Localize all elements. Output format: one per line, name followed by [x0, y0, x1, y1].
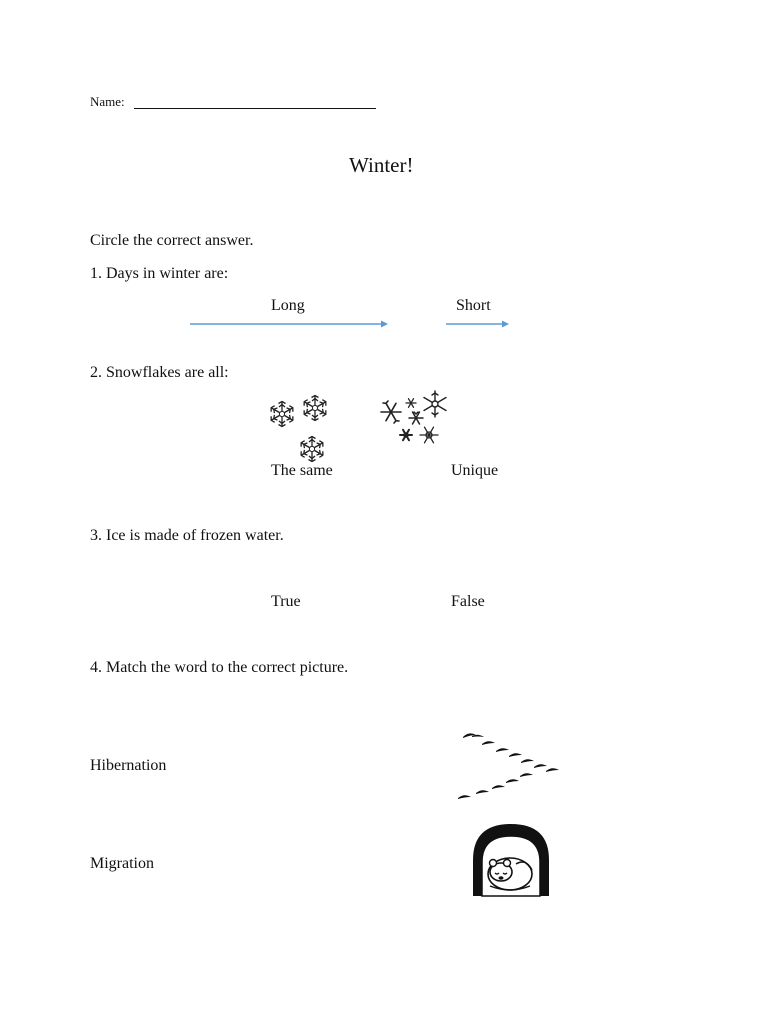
- question-1: 1. Days in winter are:: [90, 265, 229, 282]
- word-migration[interactable]: Migration: [90, 855, 154, 872]
- snowflake-icon: [269, 402, 294, 427]
- q3-option-false[interactable]: False: [451, 593, 485, 610]
- q1-option-short[interactable]: Short: [456, 297, 491, 314]
- word-hibernation[interactable]: Hibernation: [90, 757, 167, 774]
- snowflake-icon: [420, 427, 438, 443]
- snowflake-icon: [406, 399, 416, 408]
- bear-in-cave-icon[interactable]: [470, 822, 552, 898]
- snowflake-icon: [302, 396, 327, 421]
- name-line[interactable]: [134, 108, 376, 109]
- long-arrow-icon: [188, 318, 390, 330]
- snowflake-icon: [424, 391, 446, 417]
- page-title: Winter!: [349, 153, 414, 177]
- short-arrow-icon: [444, 318, 512, 330]
- instruction: Circle the correct answer.: [90, 232, 254, 249]
- q2-option-same[interactable]: The same: [271, 462, 333, 479]
- question-2: 2. Snowflakes are all:: [90, 364, 229, 381]
- q1-option-long[interactable]: Long: [271, 297, 305, 314]
- migrating-birds-icon[interactable]: [454, 728, 562, 802]
- name-label: Name:: [90, 94, 125, 109]
- q2-option-unique[interactable]: Unique: [451, 462, 499, 479]
- snowflake-icon: [400, 430, 412, 440]
- q3-option-true[interactable]: True: [271, 593, 301, 610]
- same-snowflakes-image: [264, 392, 336, 464]
- question-3: 3. Ice is made of frozen water.: [90, 527, 284, 544]
- snowflake-icon: [409, 412, 423, 424]
- snowflake-icon: [381, 401, 401, 423]
- question-4: 4. Match the word to the correct picture.: [90, 659, 349, 676]
- snowflake-icon: [299, 437, 324, 462]
- unique-snowflakes-image: [378, 388, 452, 448]
